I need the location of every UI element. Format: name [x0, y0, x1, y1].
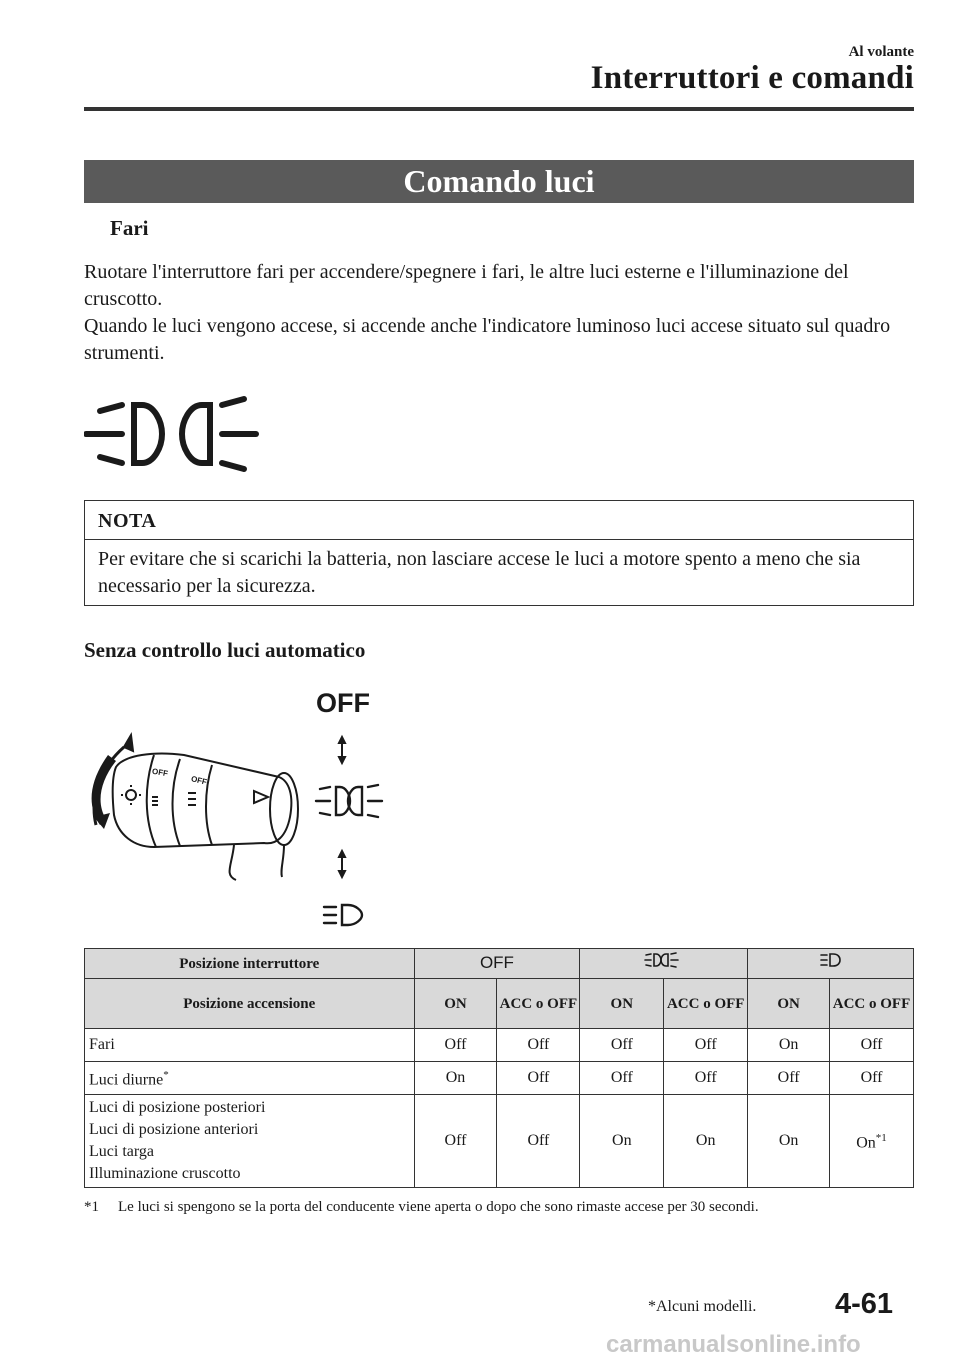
- switch-headlight-cell: [580, 949, 748, 979]
- headlight-icon: [644, 950, 684, 970]
- parking-light-icon: [819, 950, 843, 970]
- footnote-mark: *1: [875, 1132, 887, 1145]
- lever-off-mark: OFF: [151, 766, 169, 779]
- value-cell: Off: [748, 1062, 830, 1095]
- value-cell: Off: [497, 1029, 580, 1062]
- value-cell: Off: [830, 1062, 914, 1095]
- footnote: [84, 1199, 759, 1216]
- ignition-cell: ACC o OFF: [830, 979, 914, 1029]
- value-cell: On: [414, 1062, 497, 1095]
- nota-text: Per evitare che si scarichi la batteria, non lasciare accese le luci a motore spento a meno che sia necessario per la sicurezza.: [98, 548, 861, 597]
- value-cell: Off: [580, 1029, 664, 1062]
- headlight-indicator-icon: [84, 393, 260, 473]
- row-label: Fari: [85, 1029, 415, 1062]
- value-cell: Off: [414, 1029, 497, 1062]
- lever-off-mark-2: OFF: [190, 774, 208, 787]
- ignition-cell: ON: [580, 979, 664, 1029]
- watermark: carmanualsonline.info: [606, 1331, 861, 1358]
- fari-heading: Fari: [110, 216, 149, 240]
- section-banner: Comando luci: [84, 160, 914, 203]
- footnote-mark: *1: [84, 1199, 99, 1215]
- value-cell: On: [748, 1029, 830, 1062]
- diagram-off-label: OFF: [316, 688, 370, 718]
- value-cell: Off: [664, 1029, 748, 1062]
- switch-off-cell: OFF: [414, 949, 580, 979]
- chapter-title: Interruttori e comandi: [590, 60, 914, 96]
- nota-box: [84, 500, 914, 606]
- value-cell: On$^{*1}$: [830, 1095, 914, 1188]
- value-cell: Off: [580, 1062, 664, 1095]
- switch-position-label: Posizione interruttore: [85, 949, 415, 979]
- ignition-position-label: Posizione accensione: [85, 979, 415, 1029]
- models-note: *Alcuni modelli.: [648, 1298, 757, 1315]
- value-cell: Off: [497, 1095, 580, 1188]
- page-number: 4-61: [835, 1288, 894, 1320]
- value-cell: Off: [830, 1029, 914, 1062]
- value-cell: Off: [497, 1062, 580, 1095]
- row-label: Luci diurne*: [85, 1062, 415, 1095]
- header-rule: [84, 107, 914, 111]
- switch-parking-cell: [748, 949, 914, 979]
- table-row: [85, 1062, 914, 1095]
- switch-position-row: [85, 949, 914, 979]
- table-row: [85, 1095, 914, 1188]
- ignition-cell: ACC o OFF: [664, 979, 748, 1029]
- section-label: Al volante: [848, 44, 914, 60]
- lights-table: [84, 948, 914, 1188]
- subheading: Senza controllo luci automatico: [84, 638, 366, 662]
- nota-title: NOTA: [85, 501, 913, 540]
- light-switch-lever-diagram: [84, 725, 404, 935]
- ignition-cell: ON: [414, 979, 497, 1029]
- value-cell: On: [664, 1095, 748, 1188]
- paragraph-1: Ruotare l'interruttore fari per accendere/spegnere i fari, le altre luci esterne e l'illuminazione del cruscotto.: [84, 261, 849, 310]
- paragraph-2: Quando le luci vengono accese, si accende anche l'indicatore luminoso luci accese situato sul quadro strumenti.: [84, 315, 891, 364]
- ignition-cell: ON: [748, 979, 830, 1029]
- value-cell: Off: [414, 1095, 497, 1188]
- value-cell: On: [748, 1095, 830, 1188]
- ignition-position-row: [85, 979, 914, 1029]
- value-cell: Off: [664, 1062, 748, 1095]
- table-row: [85, 1029, 914, 1062]
- footnote-mark: *: [163, 1069, 169, 1082]
- ignition-cell: ACC o OFF: [497, 979, 580, 1029]
- footnote-text: Le luci si spengono se la porta del conducente viene aperta o dopo che sono rimaste accese per 30 secondi.: [118, 1199, 759, 1215]
- row-label: Luci di posizione posteriori Luci di posizione anteriori Luci targa Illuminazione cruscotto: [85, 1095, 415, 1188]
- value-cell: On: [580, 1095, 664, 1188]
